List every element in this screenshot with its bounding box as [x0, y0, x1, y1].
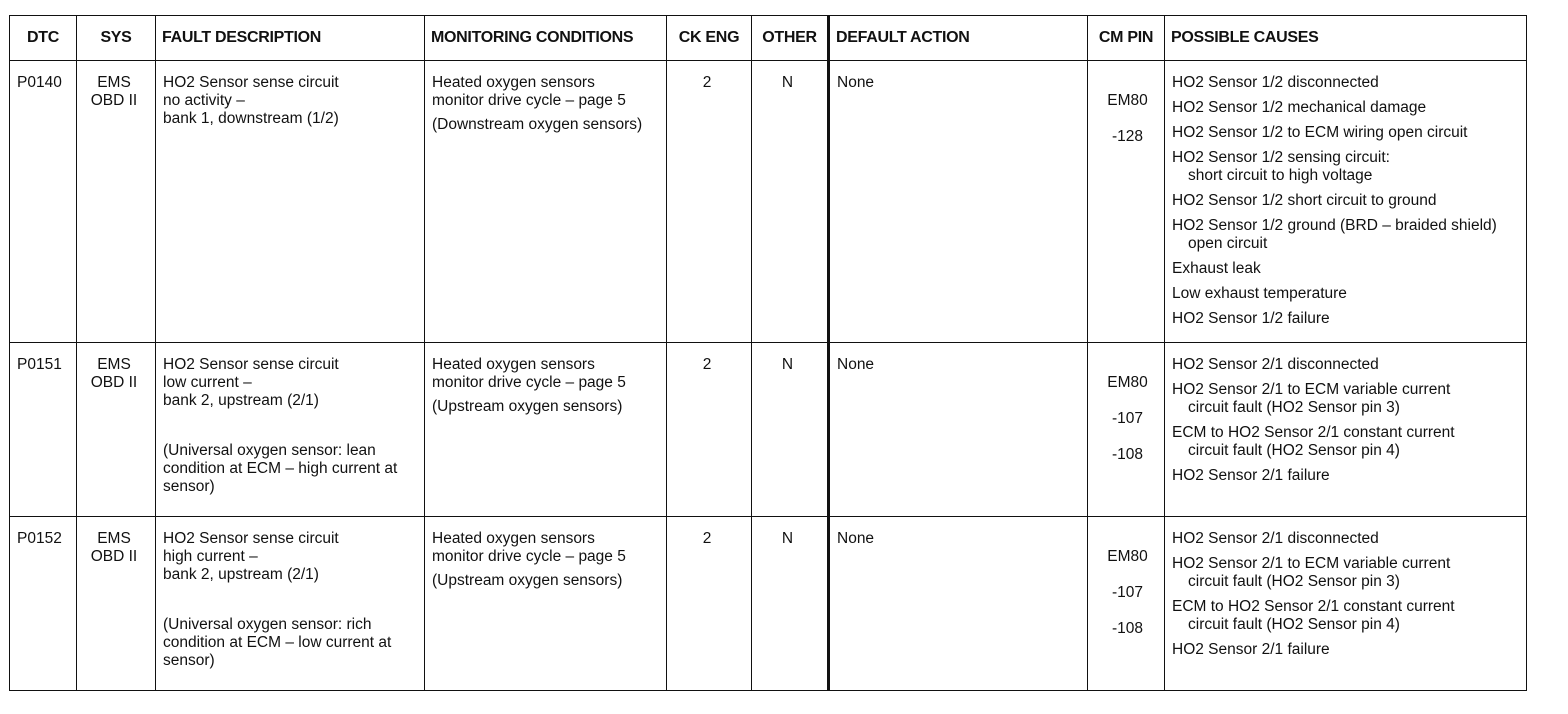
- ck-eng-cell: 2: [667, 517, 752, 691]
- cause-item: HO2 Sensor 1/2 failure: [1172, 310, 1330, 327]
- default-action-cell: None: [829, 61, 1088, 343]
- cm-pin-cell: [1088, 517, 1165, 691]
- monitoring-line: monitor drive cycle – page 5: [432, 374, 626, 391]
- header-row: [10, 16, 1527, 61]
- cm-pin-line: EM80: [1107, 548, 1148, 565]
- header-monitoring-conditions: MONITORING CONDITIONS: [425, 16, 667, 61]
- sys-line: EMS: [97, 356, 131, 373]
- monitoring-line: Heated oxygen sensors: [432, 74, 595, 91]
- monitoring-note: (Downstream oxygen sensors): [432, 116, 643, 133]
- dtc-code: [10, 517, 77, 691]
- cause-item: HO2 Sensor 1/2 mechanical damage: [1172, 99, 1427, 116]
- possible-causes-cell: [1165, 61, 1527, 343]
- cm-pin-cell: [1088, 343, 1165, 517]
- cause-item: Exhaust leak: [1172, 260, 1261, 277]
- cause-item: ECM to HO2 Sensor 2/1 constant current circuit fault (HO2 Sensor pin 4): [1172, 424, 1455, 459]
- header-cm-pin: CM PIN: [1088, 16, 1165, 61]
- fault-line: HO2 Sensor sense circuit: [163, 530, 339, 547]
- dtc-code-text: P0152: [17, 530, 62, 547]
- monitoring-line: monitor drive cycle – page 5: [432, 548, 626, 565]
- monitoring-line: monitor drive cycle – page 5: [432, 92, 626, 109]
- cause-item: HO2 Sensor 1/2 to ECM wiring open circuit: [1172, 124, 1468, 141]
- ck-eng-cell: 2: [667, 343, 752, 517]
- cm-pin-line: -108: [1111, 620, 1144, 637]
- default-action-cell: None: [829, 517, 1088, 691]
- fault-line: HO2 Sensor sense circuit: [163, 74, 339, 91]
- cause-item: HO2 Sensor 1/2 sensing circuit: short circuit to high voltage: [1172, 149, 1390, 184]
- cm-pin-line: -108: [1111, 446, 1144, 463]
- dtc-code: [10, 343, 77, 517]
- default-action-cell: None: [829, 343, 1088, 517]
- header-default-action: DEFAULT ACTION: [829, 16, 1088, 61]
- header-other: OTHER: [752, 16, 829, 61]
- cause-item: HO2 Sensor 2/1 failure: [1172, 641, 1330, 658]
- cm-pin-line: EM80: [1107, 374, 1148, 391]
- table-row: [10, 517, 1527, 691]
- cause-item: HO2 Sensor 2/1 to ECM variable current circuit fault (HO2 Sensor pin 3): [1172, 555, 1451, 590]
- fault-description-cell: [156, 61, 425, 343]
- cause-item: HO2 Sensor 1/2 short circuit to ground: [1172, 192, 1437, 209]
- cause-item: HO2 Sensor 2/1 to ECM variable current circuit fault (HO2 Sensor pin 3): [1172, 381, 1451, 416]
- cause-item: ECM to HO2 Sensor 2/1 constant current circuit fault (HO2 Sensor pin 4): [1172, 598, 1455, 633]
- sys-line: OBD II: [90, 374, 138, 391]
- table-row: [10, 343, 1527, 517]
- ck-eng-cell: 2: [667, 61, 752, 343]
- cause-item: Low exhaust temperature: [1172, 285, 1347, 302]
- dtc-code-text: P0140: [17, 74, 62, 91]
- monitoring-note: (Upstream oxygen sensors): [432, 572, 623, 589]
- header-sys: SYS: [77, 16, 156, 61]
- table-row: [10, 61, 1527, 343]
- possible-causes-cell: [1165, 343, 1527, 517]
- fault-line: HO2 Sensor sense circuit: [163, 356, 339, 373]
- dtc-code: [10, 61, 77, 343]
- header-possible-causes: POSSIBLE CAUSES: [1165, 16, 1527, 61]
- fault-note: (Universal oxygen sensor: rich condition at ECM – low current at sensor): [163, 616, 392, 669]
- cause-item: HO2 Sensor 2/1 failure: [1172, 467, 1330, 484]
- header-ck-eng: CK ENG: [667, 16, 752, 61]
- dtc-table: [9, 15, 1527, 691]
- fault-description-cell: [156, 343, 425, 517]
- monitoring-line: Heated oxygen sensors: [432, 356, 595, 373]
- cause-item: HO2 Sensor 2/1 disconnected: [1172, 530, 1379, 547]
- cm-pin-line: -107: [1111, 410, 1144, 427]
- fault-description-cell: [156, 517, 425, 691]
- monitoring-conditions-cell: [425, 517, 667, 691]
- sys-cell: [77, 343, 156, 517]
- dtc-code-text: P0151: [17, 356, 62, 373]
- other-cell: N: [752, 517, 829, 691]
- fault-note: (Universal oxygen sensor: lean condition at ECM – high current at sensor): [163, 442, 398, 495]
- cm-pin-line: -128: [1111, 128, 1144, 145]
- sys-line: EMS: [97, 530, 131, 547]
- sys-cell: [77, 517, 156, 691]
- sys-line: OBD II: [90, 548, 138, 565]
- fault-line: bank 2, upstream (2/1): [163, 566, 319, 583]
- other-cell: N: [752, 61, 829, 343]
- monitoring-line: Heated oxygen sensors: [432, 530, 595, 547]
- fault-line: low current –: [163, 374, 252, 391]
- fault-line: bank 2, upstream (2/1): [163, 392, 319, 409]
- cm-pin-line: EM80: [1107, 92, 1148, 109]
- sys-line: EMS: [97, 74, 131, 91]
- fault-line: bank 1, downstream (1/2): [163, 110, 339, 127]
- cm-pin-cell: [1088, 61, 1165, 343]
- cm-pin-line: -107: [1111, 584, 1144, 601]
- possible-causes-cell: [1165, 517, 1527, 691]
- monitoring-conditions-cell: [425, 61, 667, 343]
- monitoring-note: (Upstream oxygen sensors): [432, 398, 623, 415]
- fault-line: high current –: [163, 548, 258, 565]
- monitoring-conditions-cell: [425, 343, 667, 517]
- cause-item: HO2 Sensor 1/2 ground (BRD – braided shield) open circuit: [1172, 217, 1497, 252]
- cause-item: HO2 Sensor 2/1 disconnected: [1172, 356, 1379, 373]
- sys-line: OBD II: [90, 92, 138, 109]
- other-cell: N: [752, 343, 829, 517]
- cause-item: HO2 Sensor 1/2 disconnected: [1172, 74, 1379, 91]
- sys-cell: [77, 61, 156, 343]
- header-fault-description: FAULT DESCRIPTION: [156, 16, 425, 61]
- fault-line: no activity –: [163, 92, 245, 109]
- header-dtc: DTC: [10, 16, 77, 61]
